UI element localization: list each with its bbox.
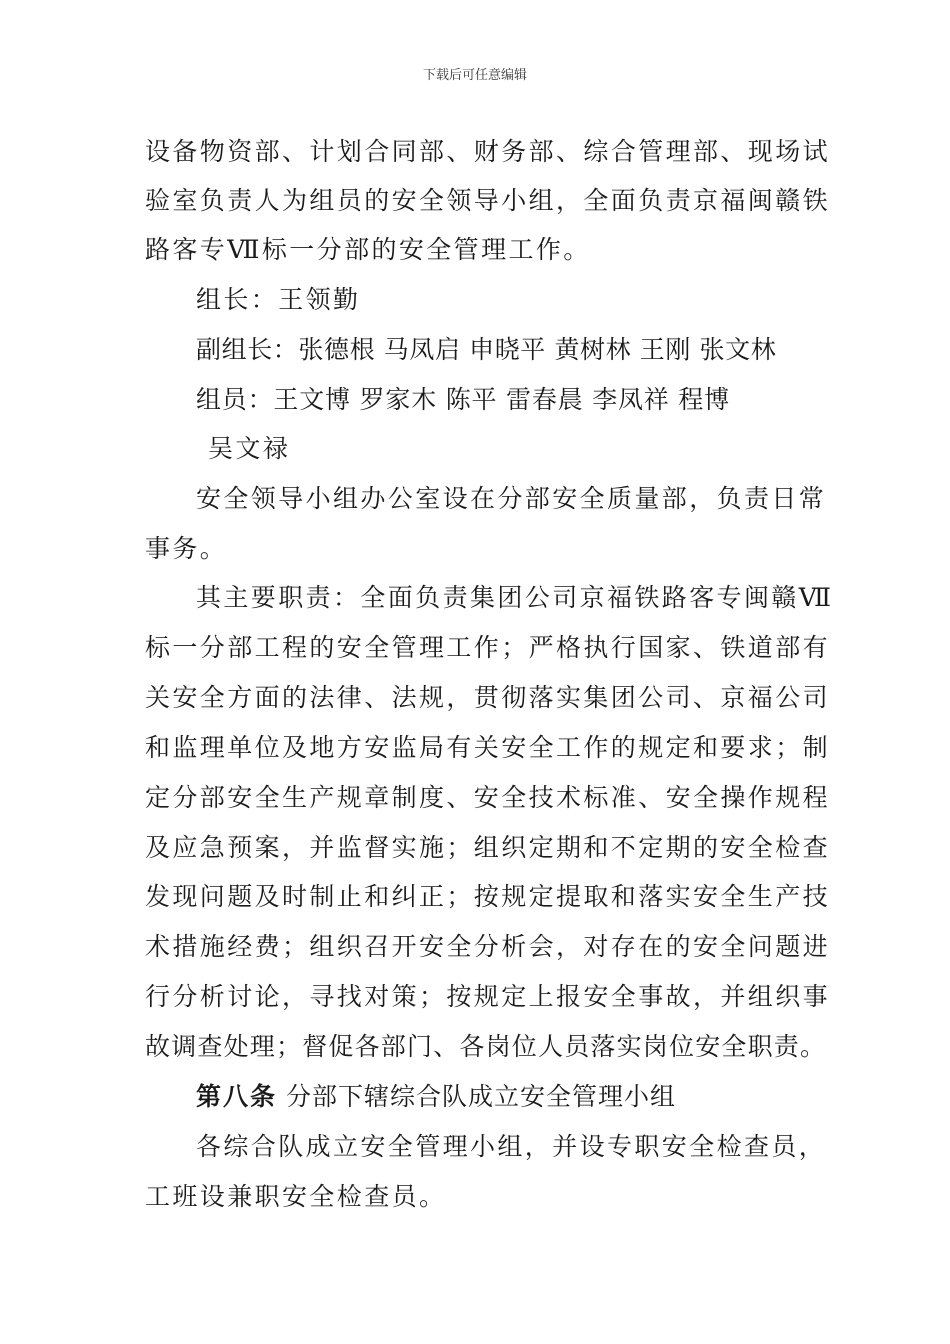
paragraph-line: 各综合队成立安全管理小组，并设专职安全检查员，	[196, 1132, 827, 1161]
paragraph-line: 定分部安全生产规章制度、安全技术标准、安全操作规程	[145, 783, 831, 812]
article-title: 分部下辖综合队成立安全管理小组	[285, 1082, 676, 1111]
leader-line: 组长：王领勤	[196, 285, 361, 314]
paragraph-line: 工班设兼职安全检查员。	[145, 1182, 447, 1211]
paragraph-line: 故调查处理；督促各部门、各岗位人员落实岗位安全职责。	[145, 1032, 827, 1061]
members-line-continued: 吴文禄	[208, 434, 291, 463]
article-heading-line	[196, 1081, 676, 1113]
paragraph-line: 其主要职责：全面负责集团公司京福铁路客专闽赣Ⅶ	[196, 583, 834, 612]
members-line: 组员：王文博 罗家木 陈平 雷春晨 李凤祥 程博	[196, 385, 730, 414]
paragraph-line: 术措施经费；组织召开安全分析会，对存在的安全问题进	[145, 932, 831, 961]
paragraph-line: 验室负责人为组员的安全领导小组，全面负责京福闽赣铁	[145, 186, 831, 215]
paragraph-line: 发现问题及时制止和纠正；按规定提取和落实安全生产技	[145, 882, 831, 911]
paragraph-line: 和监理单位及地方安监局有关安全工作的规定和要求；制	[145, 733, 831, 762]
page-header: 下载后可任意编辑	[422, 68, 527, 83]
paragraph-line: 设备物资部、计划合同部、财务部、综合管理部、现场试	[145, 137, 831, 166]
deputy-leaders-line: 副组长：张德根 马凤启 申晓平 黄树林 王刚 张文林	[196, 335, 777, 364]
paragraph-line: 标一分部工程的安全管理工作；严格执行国家、铁道部有	[145, 633, 831, 662]
paragraph-line: 关安全方面的法律、法规，贯彻落实集团公司、京福公司	[145, 683, 831, 712]
paragraph-line: 事务。	[145, 534, 228, 563]
article-number: 第八条	[196, 1082, 278, 1111]
paragraph-line: 路客专Ⅶ标一分部的安全管理工作。	[145, 235, 591, 264]
paragraph-line: 及应急预案，并监督实施；组织定期和不定期的安全检查	[145, 833, 831, 862]
paragraph-line: 行分析讨论，寻找对策；按规定上报安全事故，并组织事	[145, 982, 831, 1011]
paragraph-line: 安全领导小组办公室设在分部安全质量部，负责日常	[196, 484, 827, 513]
